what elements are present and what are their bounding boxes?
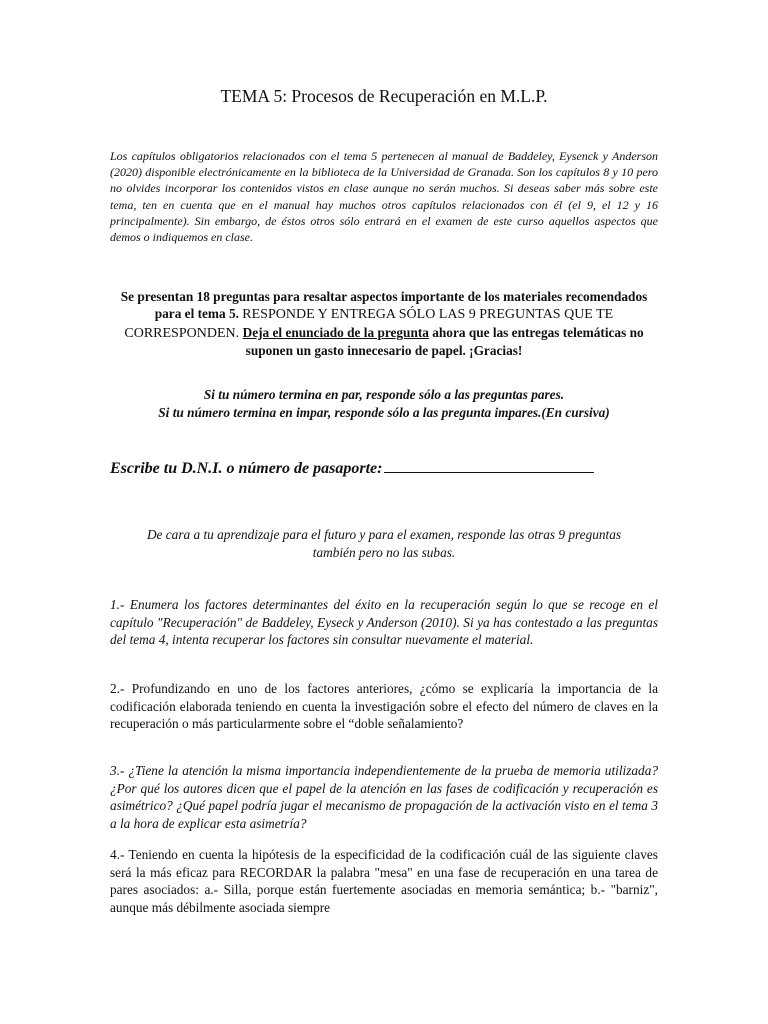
- instructions-part2: RESPONDE Y ENTREGA SÓLO LAS 9 PREGUNTAS QUE TE CORRESPONDEN.: [124, 307, 614, 341]
- dni-blank-line[interactable]: [384, 458, 594, 473]
- question-1: 1.- Enumera los factores determinantes del éxito en la recuperación según lo que se recoge en el capítulo "Recuperación" de Baddeley, Eyseck y Anderson (2010). Si ya has contestado a las preguntas del tema 4, intenta recuperar los factores sin consultar nuevamente el material.: [110, 597, 658, 648]
- question-3: 3.- ¿Tiene la atención la misma importancia independientemente de la prueba de memoria utilizada? ¿Por qué los autores dicen que el papel de la atención en las fases de codificación y recuperación es asimétrico? ¿Qué papel podría jugar el mecanismo de propagación de la activación visto en el tema 3 a la hora de explicar esta asimetría?: [110, 763, 658, 831]
- instructions-block: [108, 288, 660, 360]
- parity-odd: Si tu número termina en impar, responde sólo a las pregunta impares.(En cursiva): [158, 405, 610, 420]
- page-title: TEMA 5: Procesos de Recuperación en M.L.P.: [220, 86, 548, 106]
- dni-label: Escribe tu D.N.I. o número de pasaporte:: [110, 460, 383, 477]
- parity-instructions: [108, 386, 660, 422]
- advice-paragraph: De cara a tu aprendizaje para el futuro y para el examen, responde las otras 9 preguntas también pero no las subas.: [146, 527, 622, 560]
- question-2: 2.- Profundizando en uno de los factores anteriores, ¿cómo se explicaría la importancia de la codificación elaborada teniendo en cuenta la investigación sobre el efecto del número de claves en la recuperación o más particularmente sobre el “doble señalamiento?: [110, 681, 658, 732]
- dni-field: [110, 458, 594, 478]
- instructions-part1: Se presentan 18 preguntas para resaltar aspectos importante de los materiales recomendados para el tema 5.: [120, 289, 648, 322]
- question-4: 4.- Teniendo en cuenta la hipótesis de la especificidad de la codificación cuál de las siguiente claves será la más eficaz para RECORDAR la palabra "mesa" en una fase de recuperación en una tarea de pares asociados: a.- Silla, porque están fuertemente asociadas en memoria semántica; b.- "barniz", aunque más débilmente asociada siempre: [110, 847, 658, 915]
- parity-even: Si tu número termina en par, responde sólo a las preguntas pares.: [203, 387, 565, 402]
- instructions-part4: ahora que las entregas telemáticas no suponen un gasto innecesario de papel. ¡Gracias!: [245, 324, 644, 359]
- intro-paragraph: Los capítulos obligatorios relacionados con el tema 5 pertenecen al manual de Baddeley, Eysenck y Anderson (2020) disponible electrónicamente en la biblioteca de la Universidad de Granada. Son los capítulos 8 y 10 pero no olvides incorporar los contenidos vistos en clase aunque no serán muchos. Si deseas saber más sobre este tema, ten en cuenta que en el manual hay muchos otros capítulos relacionados con él (el 9, el 12 y 16 principalmente). Sin embargo, de éstos otros sólo entrará en el examen de este curso aquellos aspectos que demos o indiquemos en clase.: [110, 149, 658, 245]
- instructions-part3: Deja el enunciado de la pregunta: [242, 324, 429, 340]
